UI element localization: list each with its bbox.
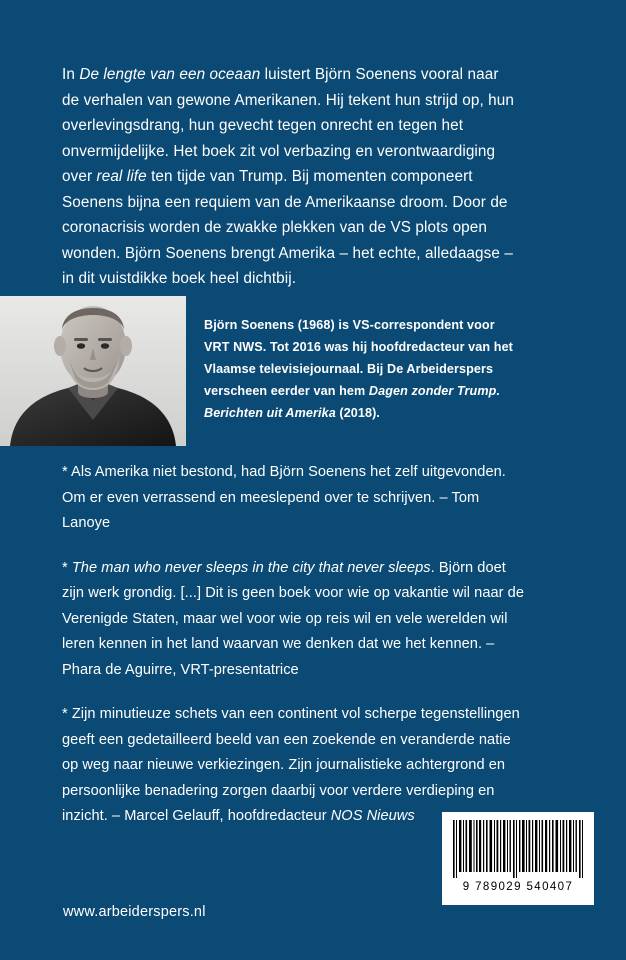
blurb-book-title: De lengte van een oceaan (79, 66, 261, 83)
author-block (0, 296, 514, 446)
quote-star-icon: * (62, 559, 68, 576)
review-quote (62, 460, 528, 537)
author-bio-previous-book-title: Dagen zonder Trump. Berichten uit Amerika (204, 384, 501, 420)
barcode-bars (452, 820, 584, 878)
quote-text-after: . Björn doet zijn werk grondig. [...] Dit is geen boek voor wie op vakantie wil naar de Verenigde Staten, maar wel voor wie op reis wil en vele werelden wil leren kennen in het land waarvan we denken dat we het kennen. – Phara de Aguirre, VRT-presentatrice (62, 559, 525, 678)
author-portrait-illustration (0, 296, 186, 446)
author-bio-part1: Björn Soenens (1968) is VS-correspondent voor VRT NWS. Tot 2016 was hij hoofdredacteur van het Vlaamse televisiejournaal. Bij De Arbeiderspers verscheen eerder van hem (204, 318, 513, 398)
review-quote (62, 556, 528, 684)
author-portrait-photo (0, 296, 186, 446)
quote-text-italic: NOS Nieuws (330, 808, 415, 824)
blurb-text-part3: ten tijde van Trump. Bij momenten componeert Soenens bijna een requiem van de Amerikaanse droom. Door de coronacrisis worden de zwakke plekken van de VS plots open wonden. Björn Soenens brengt Amerika – het echte, alledaagse – in dit vuistdikke boek heel dichtbij. (62, 168, 513, 287)
review-quotes (62, 460, 528, 830)
blurb-text-part1: In (62, 66, 80, 83)
quote-text-before: Als Amerika niet bestond, had Björn Soenens het zelf uitgevonden. Om er even verrassend en meeslepend over te schrijven. – Tom Lanoye (62, 464, 506, 531)
publisher-website[interactable]: www.arbeiderspers.nl (63, 904, 206, 920)
blurb-italic-real-life: real life (96, 168, 147, 185)
blurb-text-part2: luistert Björn Soenens vooral naar de verhalen van gewone Amerikanen. Hij tekent hun strijd op, hun overlevingsdrang, hun gevecht tegen onrecht en tegen het onvermijdelijke. Het boek zit vol verbazing en verontwaardiging over (62, 66, 514, 185)
blurb-paragraph (62, 62, 514, 292)
quote-star-icon: * (62, 706, 68, 722)
author-bio-part2: (2018). (335, 406, 381, 420)
quote-text-italic: The man who never sleeps in the city that never sleeps (71, 559, 431, 576)
isbn-number: 9 789029 540407 (462, 881, 574, 893)
quote-text-before: Zijn minutieuze schets van een continent vol scherpe tegenstellingen geeft een gedetailleerd beeld van een zoekende en veranderde natie op weg naar nieuwe verkiezingen. Zijn journalistieke achtergrond en persoonlijke benadering zorgen daarbij voor verdere verdieping en inzicht. – Marcel Gelauff, hoofdredacteur (62, 706, 520, 824)
quote-star-icon: * (62, 464, 68, 480)
author-bio (204, 314, 514, 424)
isbn-barcode (442, 812, 594, 905)
review-quote (62, 702, 528, 830)
